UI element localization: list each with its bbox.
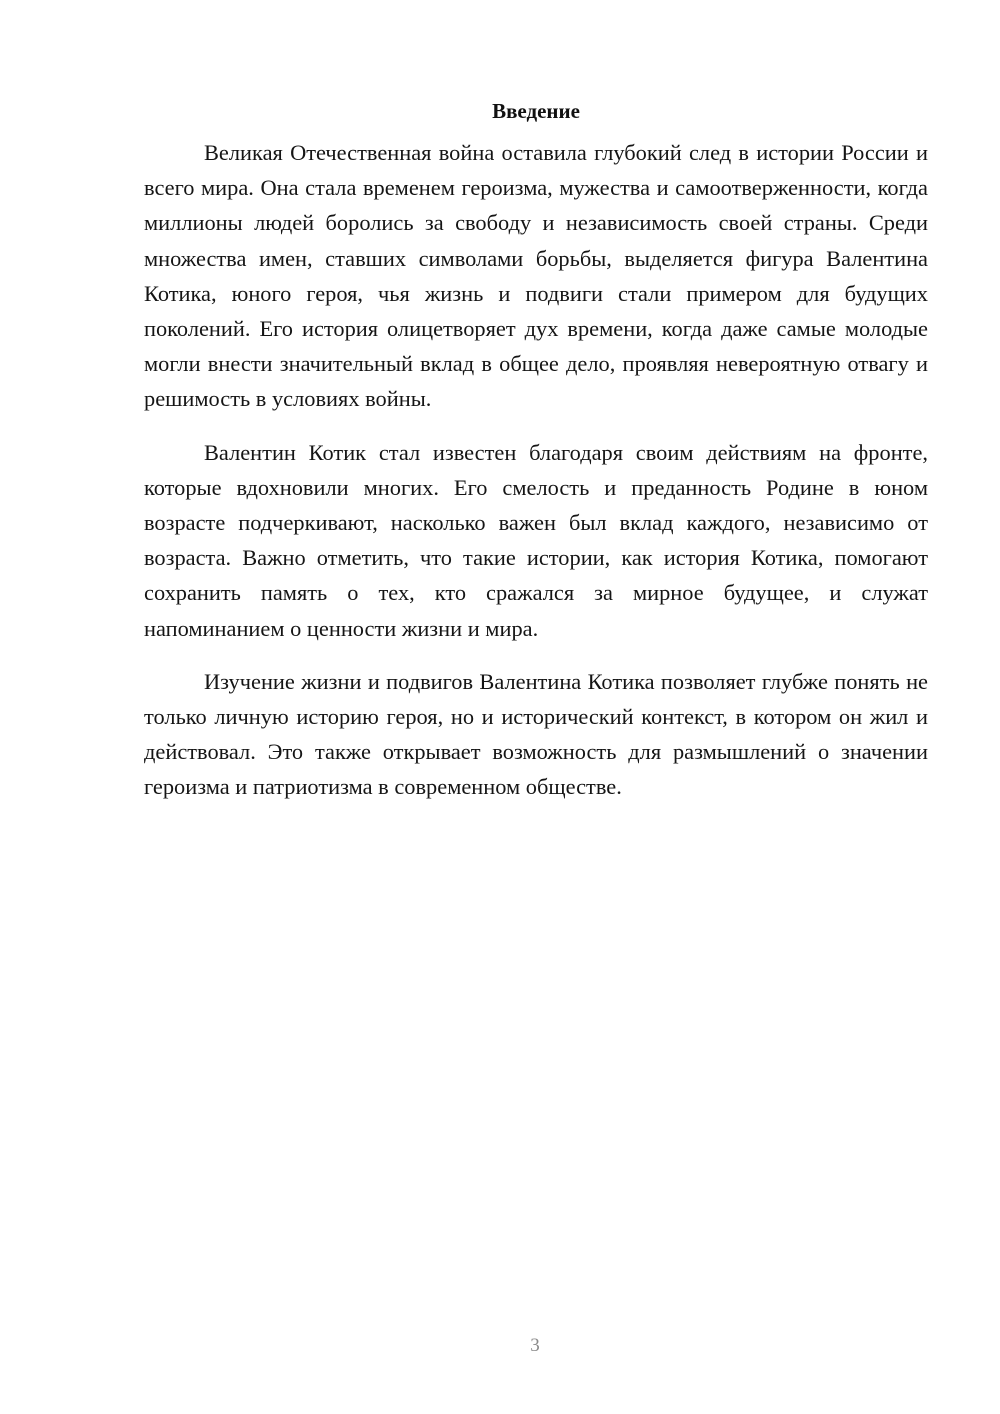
- paragraph-3: Изучение жизни и подвигов Валентина Котика позволяет глубже понять не только личную историю героя, но и исторический контекст, в котором он жил и действовал. Это также открывает возможность для размышлений о значении героизма и патриотизма в современном обществе.: [144, 668, 928, 800]
- page-number: 3: [530, 1335, 540, 1356]
- paragraph-1: Великая Отечественная война оставила глубокий след в истории России и всего мира. Она стала временем героизма, мужества и самоотверженности, когда миллионы людей боролись за свободу и независимость своей страны. Среди множества имен, ставших символами борьбы, выделяется фигура Валентина Котика, юного героя, чья жизнь и подвиги стали примером для будущих поколений. Его история олицетворяет дух времени, когда даже самые молодые могли внести значительный вклад в общее дело, проявляя невероятную отвагу и решимость в условиях войны.: [144, 140, 928, 412]
- section-heading: Введение: [492, 99, 580, 123]
- page-content: [144, 94, 928, 823]
- paragraph-2: Валентин Котик стал известен благодаря своим действиям на фронте, которые вдохновили многих. Его смелость и преданность Родине в юном возрасте подчеркивают, насколько важен был вклад каждого, независимо от возраста. Важно отметить, что такие истории, как история Котика, помогают сохранить память о тех, кто сражался за мирное будущее, и служат напоминанием о ценности жизни и мира.: [144, 439, 928, 641]
